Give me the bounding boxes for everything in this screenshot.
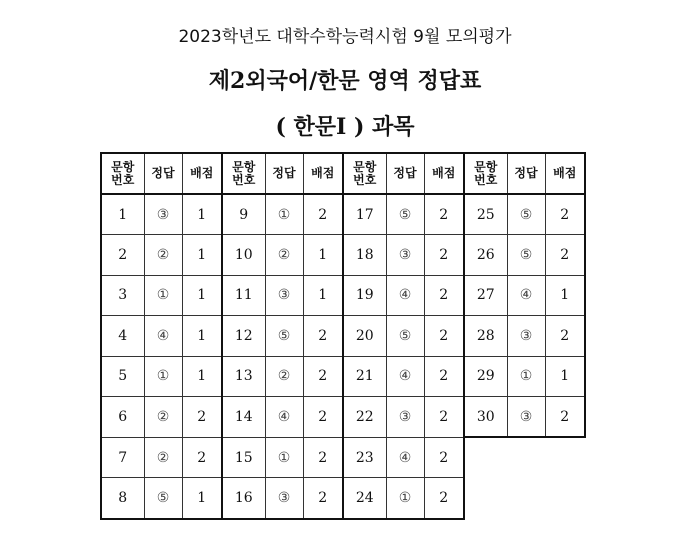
question-number: 18 bbox=[343, 235, 386, 275]
answer-cell: ③ bbox=[507, 396, 545, 437]
points-cell: 2 bbox=[303, 194, 343, 235]
question-number: 4 bbox=[101, 316, 144, 356]
empty-cell bbox=[464, 437, 507, 477]
question-number: 13 bbox=[222, 356, 265, 396]
answer-cell: ③ bbox=[265, 478, 303, 519]
points-cell: 2 bbox=[545, 396, 585, 437]
points-cell: 1 bbox=[545, 275, 585, 315]
header-number-line1: 문항 bbox=[353, 159, 377, 174]
empty-cell bbox=[545, 478, 585, 519]
answer-cell: ④ bbox=[265, 396, 303, 437]
question-number: 8 bbox=[101, 478, 144, 519]
question-number: 20 bbox=[343, 316, 386, 356]
header-question-number bbox=[464, 153, 507, 194]
table-row bbox=[101, 437, 585, 477]
empty-cell bbox=[507, 437, 545, 477]
table-row bbox=[101, 235, 585, 275]
table-row bbox=[101, 194, 585, 235]
empty-cell bbox=[545, 437, 585, 477]
points-cell: 2 bbox=[182, 396, 222, 437]
answer-cell: ② bbox=[144, 437, 182, 477]
points-cell: 2 bbox=[303, 478, 343, 519]
points-cell: 2 bbox=[545, 316, 585, 356]
header-question-number bbox=[343, 153, 386, 194]
header-points: 배점 bbox=[303, 153, 343, 194]
points-cell: 1 bbox=[303, 235, 343, 275]
points-cell: 2 bbox=[424, 356, 464, 396]
answer-cell: ④ bbox=[386, 437, 424, 477]
question-number: 6 bbox=[101, 396, 144, 437]
question-number: 26 bbox=[464, 235, 507, 275]
header-number-line2: 번호 bbox=[353, 172, 377, 187]
table-header-row bbox=[101, 153, 585, 194]
answer-cell: ③ bbox=[386, 396, 424, 437]
points-cell: 2 bbox=[303, 316, 343, 356]
answer-cell: ④ bbox=[507, 275, 545, 315]
answer-cell: ③ bbox=[386, 235, 424, 275]
answer-cell: ② bbox=[265, 235, 303, 275]
header-number-line1: 문항 bbox=[232, 159, 256, 174]
question-number: 17 bbox=[343, 194, 386, 235]
answer-cell: ⑤ bbox=[507, 194, 545, 235]
header-points: 배점 bbox=[424, 153, 464, 194]
answer-cell: ⑤ bbox=[144, 478, 182, 519]
question-number: 25 bbox=[464, 194, 507, 235]
header-number-line2: 번호 bbox=[111, 172, 135, 187]
question-number: 14 bbox=[222, 396, 265, 437]
points-cell: 2 bbox=[545, 235, 585, 275]
answer-cell: ① bbox=[386, 478, 424, 519]
question-number: 3 bbox=[101, 275, 144, 315]
points-cell: 2 bbox=[424, 478, 464, 519]
answer-cell: ⑤ bbox=[265, 316, 303, 356]
empty-cell bbox=[464, 478, 507, 519]
table-row bbox=[101, 396, 585, 437]
header-points: 배점 bbox=[182, 153, 222, 194]
section-title: 제2외국어/한문 영역 정답표 bbox=[208, 68, 482, 94]
points-cell: 2 bbox=[424, 316, 464, 356]
question-number: 5 bbox=[101, 356, 144, 396]
answer-cell: ③ bbox=[265, 275, 303, 315]
table-row bbox=[101, 356, 585, 396]
answer-cell: ④ bbox=[144, 316, 182, 356]
answer-cell: ① bbox=[507, 356, 545, 396]
points-cell: 2 bbox=[303, 356, 343, 396]
answer-cell: ① bbox=[265, 194, 303, 235]
answer-cell: ③ bbox=[144, 194, 182, 235]
answer-cell: ④ bbox=[386, 275, 424, 315]
question-number: 15 bbox=[222, 437, 265, 477]
question-number: 16 bbox=[222, 478, 265, 519]
points-cell: 1 bbox=[303, 275, 343, 315]
points-cell: 1 bbox=[545, 356, 585, 396]
answer-cell: ① bbox=[144, 356, 182, 396]
points-cell: 2 bbox=[303, 396, 343, 437]
header-answer: 정답 bbox=[386, 153, 424, 194]
header-number-line2: 번호 bbox=[232, 172, 256, 187]
answer-cell: ③ bbox=[507, 316, 545, 356]
points-cell: 1 bbox=[182, 356, 222, 396]
header-question-number bbox=[222, 153, 265, 194]
answer-cell: ② bbox=[265, 356, 303, 396]
question-number: 12 bbox=[222, 316, 265, 356]
question-number: 27 bbox=[464, 275, 507, 315]
answer-cell: ① bbox=[265, 437, 303, 477]
answer-cell: ② bbox=[144, 396, 182, 437]
table-body bbox=[101, 194, 585, 519]
points-cell: 1 bbox=[182, 275, 222, 315]
points-cell: 2 bbox=[303, 437, 343, 477]
subject-title: ( 한문Ⅰ ) 과목 bbox=[275, 114, 415, 140]
points-cell: 1 bbox=[182, 316, 222, 356]
points-cell: 1 bbox=[182, 478, 222, 519]
question-number: 24 bbox=[343, 478, 386, 519]
header-answer: 정답 bbox=[265, 153, 303, 194]
answer-cell: ⑤ bbox=[507, 235, 545, 275]
question-number: 23 bbox=[343, 437, 386, 477]
answer-cell: ⑤ bbox=[386, 316, 424, 356]
table-row bbox=[101, 316, 585, 356]
question-number: 30 bbox=[464, 396, 507, 437]
points-cell: 2 bbox=[545, 194, 585, 235]
answer-cell: ① bbox=[144, 275, 182, 315]
points-cell: 2 bbox=[424, 437, 464, 477]
header-answer: 정답 bbox=[507, 153, 545, 194]
question-number: 10 bbox=[222, 235, 265, 275]
table-row bbox=[101, 478, 585, 519]
question-number: 7 bbox=[101, 437, 144, 477]
points-cell: 2 bbox=[424, 275, 464, 315]
answer-key-table bbox=[100, 152, 586, 520]
question-number: 1 bbox=[101, 194, 144, 235]
header-question-number bbox=[101, 153, 144, 194]
answer-cell: ② bbox=[144, 235, 182, 275]
points-cell: 2 bbox=[182, 437, 222, 477]
question-number: 9 bbox=[222, 194, 265, 235]
question-number: 28 bbox=[464, 316, 507, 356]
empty-cell bbox=[507, 478, 545, 519]
exam-title: 2023학년도 대학수학능력시험 9월 모의평가 bbox=[178, 27, 512, 47]
question-number: 21 bbox=[343, 356, 386, 396]
points-cell: 2 bbox=[424, 194, 464, 235]
points-cell: 2 bbox=[424, 396, 464, 437]
points-cell: 1 bbox=[182, 194, 222, 235]
points-cell: 2 bbox=[424, 235, 464, 275]
question-number: 29 bbox=[464, 356, 507, 396]
header-number-line2: 번호 bbox=[474, 172, 498, 187]
table-row bbox=[101, 275, 585, 315]
points-cell: 1 bbox=[182, 235, 222, 275]
answer-cell: ⑤ bbox=[386, 194, 424, 235]
question-number: 2 bbox=[101, 235, 144, 275]
answer-cell: ④ bbox=[386, 356, 424, 396]
question-number: 19 bbox=[343, 275, 386, 315]
header-points: 배점 bbox=[545, 153, 585, 194]
question-number: 22 bbox=[343, 396, 386, 437]
header-answer: 정답 bbox=[144, 153, 182, 194]
question-number: 11 bbox=[222, 275, 265, 315]
header-number-line1: 문항 bbox=[474, 159, 498, 174]
header-number-line1: 문항 bbox=[111, 159, 135, 174]
